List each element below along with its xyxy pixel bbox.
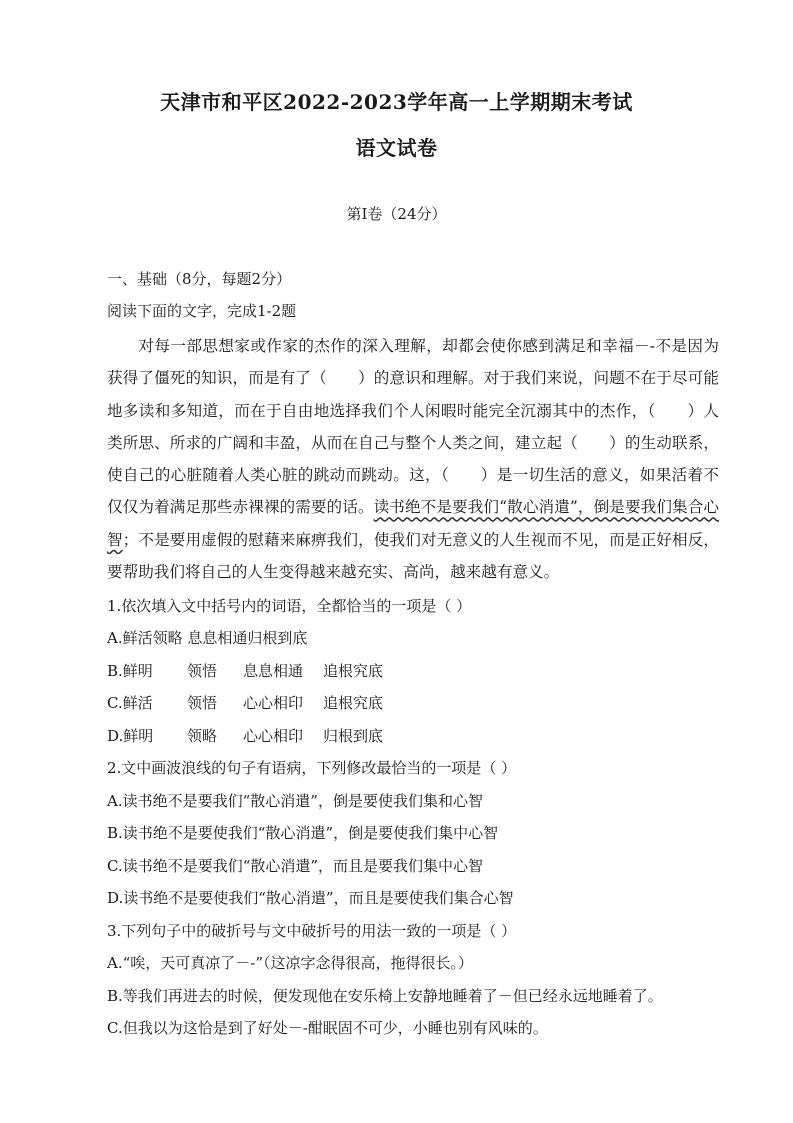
option-d-word-4: 归根到底 [323,727,384,745]
option-b-word-3: 息息相通 [243,662,304,680]
exam-title: 天津市和平区2022-2023学年高一上学期期末考试 [160,90,633,114]
option-c-word-3: 心心相印 [243,694,304,712]
question-1-option-b [107,660,383,681]
reading-passage [107,330,719,588]
question-3-option-a: A.“唉，天可真凉了－-”（这凉字念得很高，拖得很长。） [107,954,474,972]
option-d-word-1: D.鲜明 [107,727,154,745]
volume-label: 第Ⅰ卷（24分） [346,205,447,223]
question-2-stem: 2.文中画波浪线的句子有语病，下列修改最恰当的一项是（ ） [107,759,517,777]
option-d-word-3: 心心相印 [243,727,304,745]
question-1-option-d [107,725,383,746]
question-1-option-a: A.鲜活领略 息息相通归根到底 [107,629,308,647]
question-1-stem: 1.依次填入文中括号内的词语，全都恰当的一项是（ ） [107,597,472,615]
question-2-option-b: B.读书绝不是要使我们“散心消遣”，倒是要使我们集中心智 [107,824,499,842]
question-3-stem: 3.下列句子中的破折号与文中破折号的用法一致的一项是（ ） [107,922,517,940]
option-d-word-2: 领略 [187,727,218,745]
option-c-word-4: 追根究底 [323,694,384,712]
passage-text-1: 对每一部思想家或作家的杰作的深入理解，却都会使你感到满足和幸福－-不是因为获得了僵死的知识，而是有了（ ）的意识和理解。对于我们来说，问题不在于尽可能地多读和多知道，而在于自由地选择我们个人闲暇时能完全沉溺其中的杰作，（ ）人类所思、所求的广阔和丰盈，从而在自己与整个人类之间，建立起（ ）的生动联系，使自己的心脏随着人类心脏的跳动而跳动。这，（ ）是一切生活的意义，如果活着不仅仅为着满足那些赤裸裸的需要的话。 [107,337,719,517]
option-b-word-1: B.鲜明 [107,662,153,680]
section-instruction: 阅读下面的文字，完成1-2题 [107,302,297,320]
exam-subtitle: 语文试卷 [355,136,438,160]
question-2-option-d: D.读书绝不是要使我们“散心消遣”，而且是要使我们集合心智 [107,889,514,907]
question-3-option-c: C.但我以为这恰是到了好处－-酣眠固不可少，小睡也别有风味的。 [107,1019,548,1037]
option-c-word-2: 领悟 [187,694,218,712]
question-3-option-b: B.等我们再进去的时候，便发现他在安乐椅上安静地睡着了－但已经永远地睡着了。 [107,987,663,1005]
wavy-underlined-sentence: 读书绝不是要我们“散心消遣”，倒是要我们集合心智 [107,498,719,549]
question-2-option-a: A.读书绝不是要我们“散心消遣”，倒是要使我们集和心智 [107,792,483,810]
option-c-word-1: C.鲜活 [107,694,153,712]
question-1-option-c [107,692,383,713]
section-heading: 一、基础（8分，每题2分） [107,270,292,288]
passage-text-2: ；不是要用虚假的慰藉来麻痹我们，使我们对无意义的人生视而不见，而是正好相反，要帮助我们将自己的人生变得越来越充实、高尚，越来越有意义。 [107,530,719,582]
option-b-word-2: 领悟 [187,662,218,680]
question-2-option-c: C.读书绝不是要我们“散心消遣”，而且是要我们集中心智 [107,857,484,875]
option-b-word-4: 追根究底 [323,662,384,680]
